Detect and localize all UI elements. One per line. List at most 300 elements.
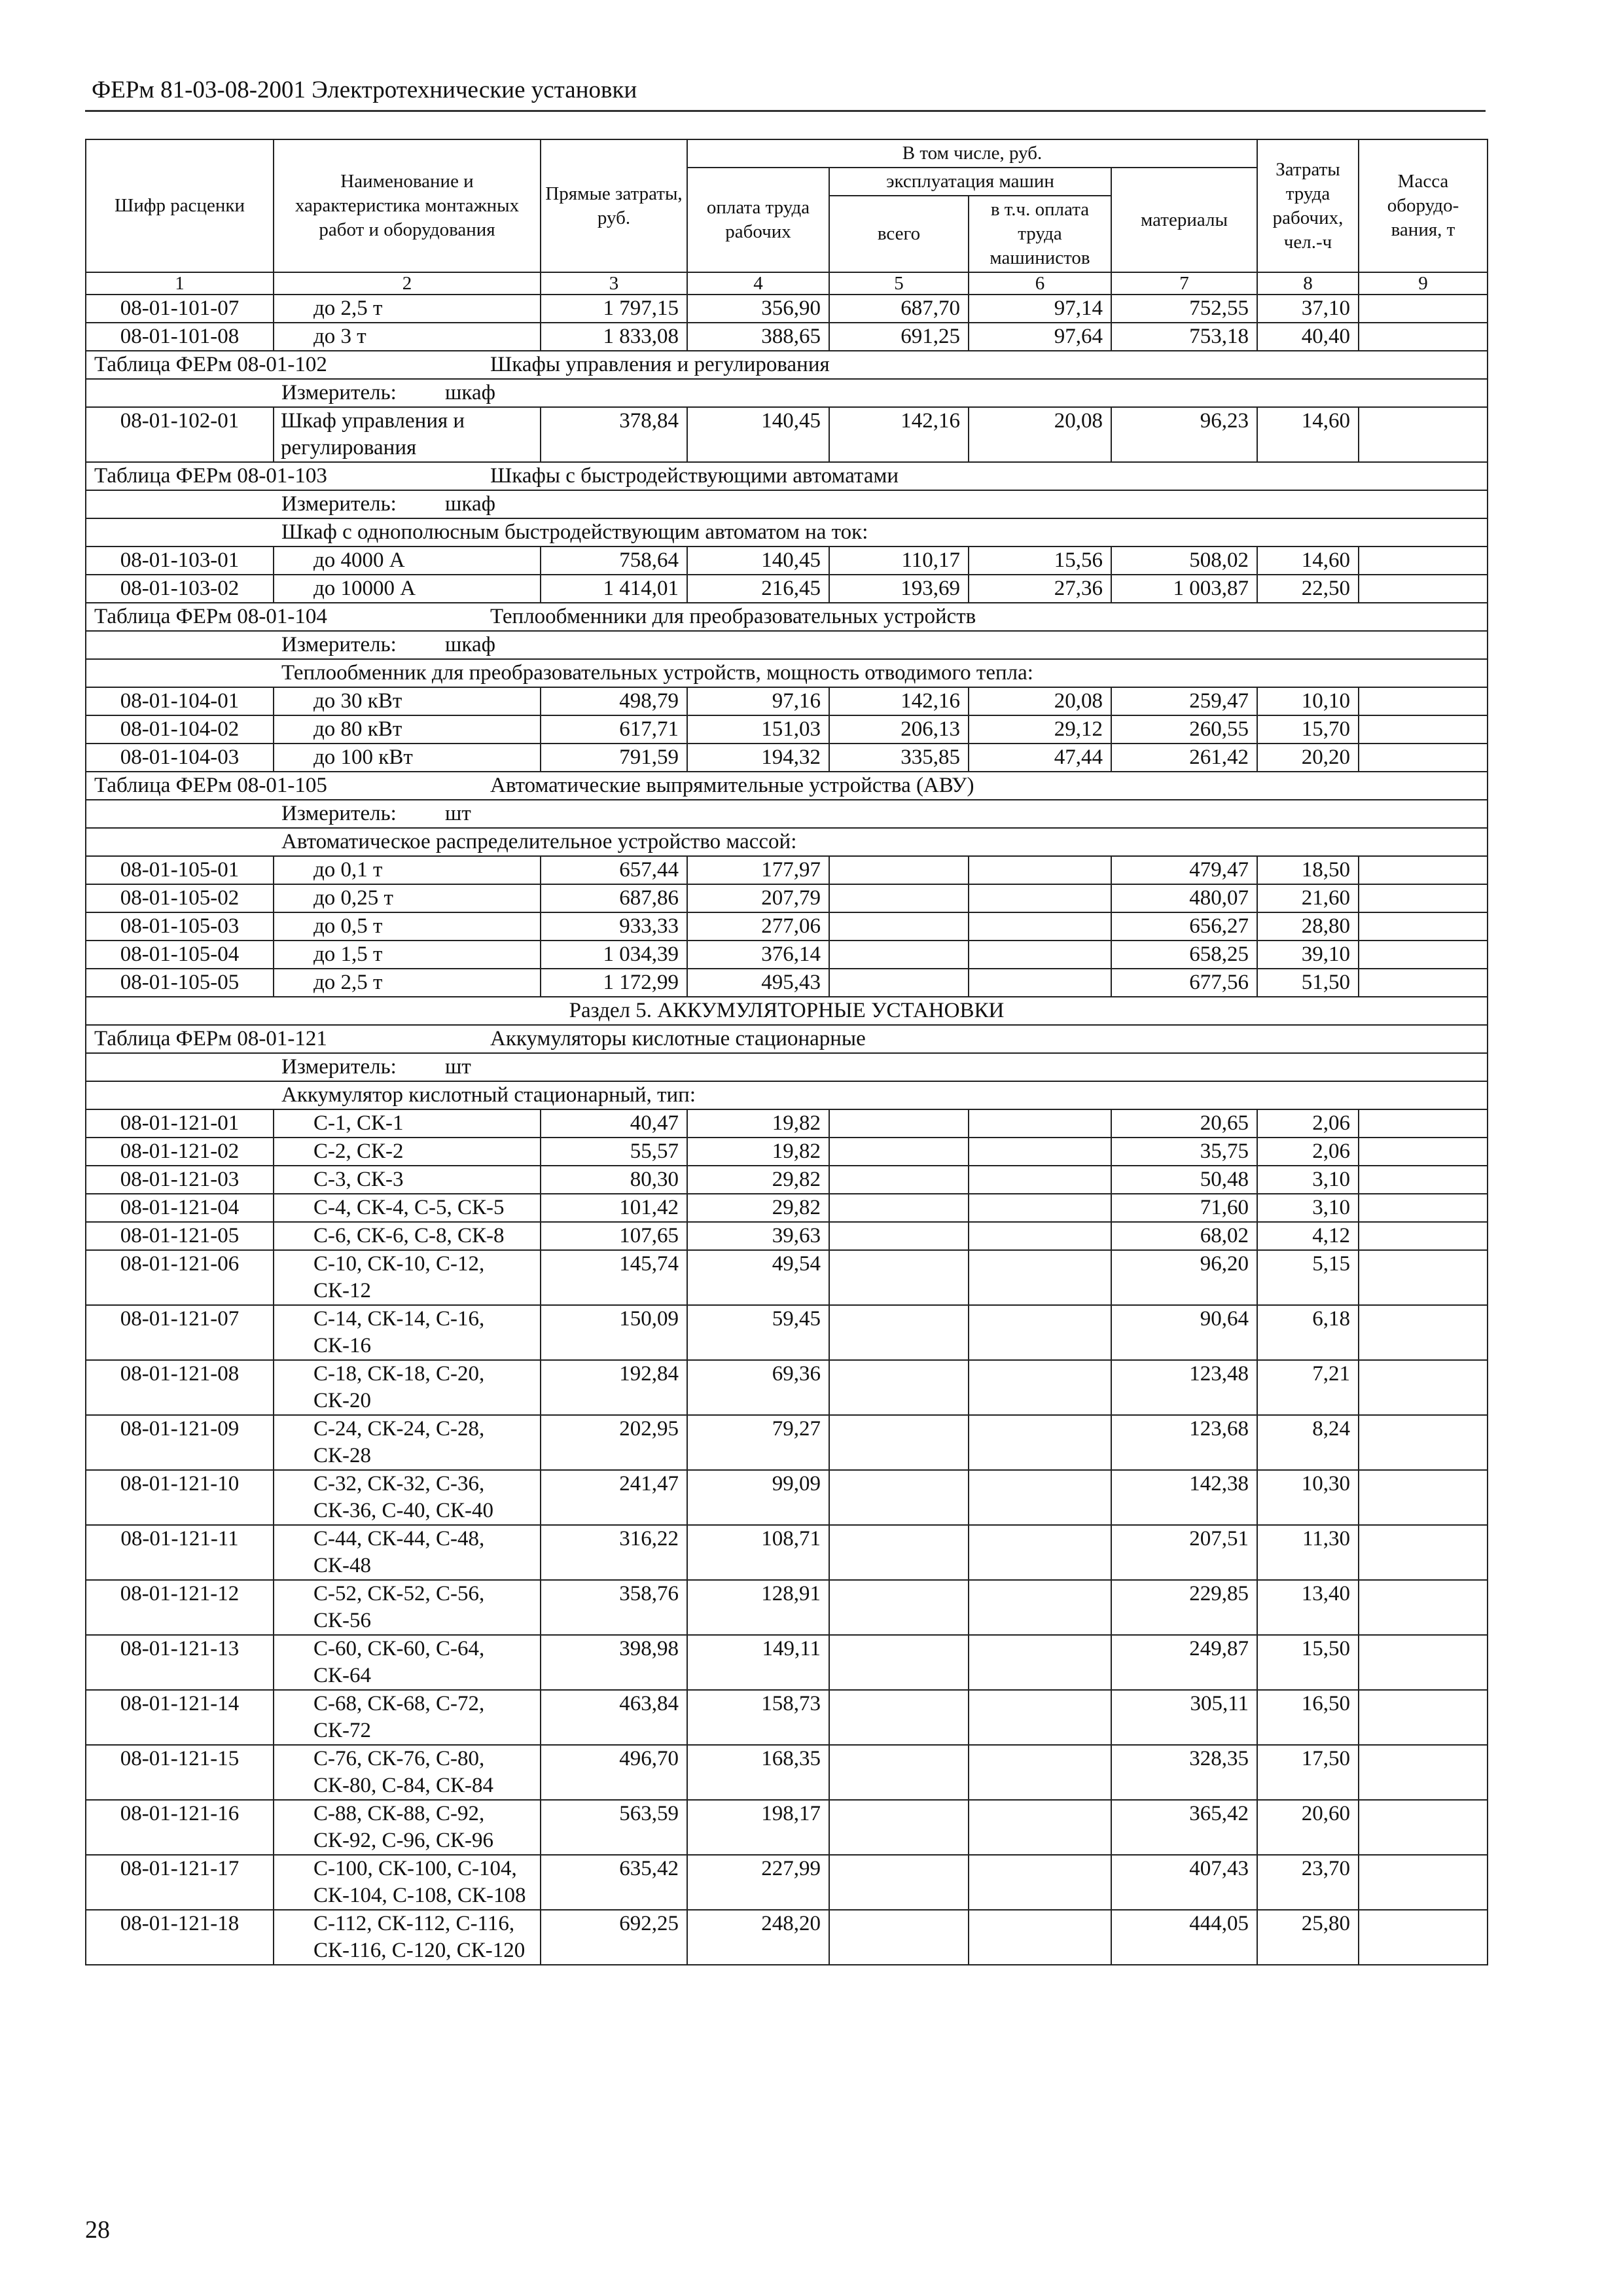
row-materials: 123,48 [1111, 1360, 1257, 1415]
row-labor: 18,50 [1257, 856, 1359, 884]
row-materials: 207,51 [1111, 1525, 1257, 1580]
table-row [86, 1800, 1488, 1855]
row-machines-total [829, 1580, 969, 1635]
row-materials: 658,25 [1111, 941, 1257, 969]
row-direct-costs: 1 172,99 [541, 969, 687, 997]
row-wages: 69,36 [687, 1360, 829, 1415]
row-materials: 68,02 [1111, 1222, 1257, 1250]
table-row [86, 407, 1488, 462]
table-row [86, 1415, 1488, 1470]
row-machinist-wages [969, 1250, 1111, 1305]
row-machinist-wages: 97,64 [969, 323, 1111, 351]
table-title [86, 462, 1488, 490]
table-caption: Шкафы управления и регулирования [490, 353, 830, 376]
row-mass [1359, 1855, 1488, 1910]
table-row [86, 969, 1488, 997]
measure-label: Измеритель: [281, 633, 397, 656]
row-mass [1359, 1194, 1488, 1222]
row-mass [1359, 1745, 1488, 1800]
header-wages: оплата труда рабочих [687, 168, 829, 272]
row-materials: 71,60 [1111, 1194, 1257, 1222]
row-materials: 365,42 [1111, 1800, 1257, 1855]
row-machinist-wages [969, 1525, 1111, 1580]
header-labor: Затраты труда рабочих, чел.-ч [1257, 139, 1359, 272]
measure-row [86, 379, 1488, 407]
row-labor: 3,10 [1257, 1194, 1359, 1222]
row-wages: 140,45 [687, 547, 829, 575]
subheading: Автоматическое распределительное устройство массой: [86, 828, 1488, 856]
row-direct-costs: 758,64 [541, 547, 687, 575]
row-labor: 16,50 [1257, 1690, 1359, 1745]
row-materials: 480,07 [1111, 884, 1257, 912]
row-code: 08-01-121-05 [86, 1222, 274, 1250]
row-mass [1359, 1415, 1488, 1470]
row-direct-costs: 563,59 [541, 1800, 687, 1855]
row-labor: 15,50 [1257, 1635, 1359, 1690]
row-labor: 25,80 [1257, 1910, 1359, 1965]
row-mass [1359, 884, 1488, 912]
row-machines-total [829, 1800, 969, 1855]
row-machines-total [829, 969, 969, 997]
header-direct-costs: Прямые затраты, руб. [541, 139, 687, 272]
row-mass [1359, 1250, 1488, 1305]
row-name: С-18, СК-18, С-20, СК-20 [274, 1360, 541, 1415]
row-wages: 227,99 [687, 1855, 829, 1910]
row-machinist-wages: 20,08 [969, 407, 1111, 462]
row-code: 08-01-121-04 [86, 1194, 274, 1222]
row-wages: 19,82 [687, 1138, 829, 1166]
measure-unit [86, 800, 1488, 828]
table-caption: Шкафы с быстродействующими автоматами [490, 464, 899, 488]
row-machinist-wages [969, 884, 1111, 912]
column-number: 2 [274, 272, 541, 295]
row-machines-total [829, 884, 969, 912]
row-direct-costs: 635,42 [541, 1855, 687, 1910]
row-machinist-wages [969, 1360, 1111, 1415]
table-row [86, 744, 1488, 772]
table-row [86, 856, 1488, 884]
row-direct-costs: 192,84 [541, 1360, 687, 1415]
row-mass [1359, 575, 1488, 603]
row-code: 08-01-121-14 [86, 1690, 274, 1745]
table-title-row [86, 351, 1488, 379]
row-labor: 14,60 [1257, 547, 1359, 575]
row-name: С-60, СК-60, С-64, СК-64 [274, 1635, 541, 1690]
row-wages: 151,03 [687, 715, 829, 744]
row-machines-total: 193,69 [829, 575, 969, 603]
row-direct-costs: 107,65 [541, 1222, 687, 1250]
row-machines-total: 110,17 [829, 547, 969, 575]
row-wages: 277,06 [687, 912, 829, 941]
row-materials: 249,87 [1111, 1635, 1257, 1690]
row-machinist-wages [969, 1222, 1111, 1250]
column-number: 9 [1359, 272, 1488, 295]
table-row [86, 575, 1488, 603]
row-mass [1359, 715, 1488, 744]
row-labor: 23,70 [1257, 1855, 1359, 1910]
table-title [86, 772, 1488, 800]
row-labor: 13,40 [1257, 1580, 1359, 1635]
column-numbers-row [86, 272, 1488, 295]
row-machinist-wages: 27,36 [969, 575, 1111, 603]
row-code: 08-01-121-02 [86, 1138, 274, 1166]
column-number: 3 [541, 272, 687, 295]
table-row [86, 1360, 1488, 1415]
row-labor: 2,06 [1257, 1109, 1359, 1138]
row-wages: 207,79 [687, 884, 829, 912]
subheading-row [86, 659, 1488, 687]
table-caption: Аккумуляторы кислотные стационарные [490, 1027, 866, 1050]
table-row [86, 1109, 1488, 1138]
table-row [86, 1635, 1488, 1690]
row-direct-costs: 40,47 [541, 1109, 687, 1138]
row-wages: 97,16 [687, 687, 829, 715]
row-labor: 20,60 [1257, 1800, 1359, 1855]
table-row [86, 1194, 1488, 1222]
row-mass [1359, 1109, 1488, 1138]
measure-label: Измеритель: [281, 1055, 397, 1079]
row-machinist-wages [969, 1305, 1111, 1360]
row-wages: 194,32 [687, 744, 829, 772]
row-machines-total: 142,16 [829, 687, 969, 715]
row-code: 08-01-104-03 [86, 744, 274, 772]
row-name: до 0,25 т [274, 884, 541, 912]
row-name: С-52, СК-52, С-56, СК-56 [274, 1580, 541, 1635]
table-row [86, 323, 1488, 351]
row-direct-costs: 1 833,08 [541, 323, 687, 351]
row-direct-costs: 791,59 [541, 744, 687, 772]
measure-label: Измеритель: [281, 492, 397, 516]
row-mass [1359, 856, 1488, 884]
row-materials: 328,35 [1111, 1745, 1257, 1800]
row-name: до 10000 А [274, 575, 541, 603]
row-materials: 479,47 [1111, 856, 1257, 884]
row-code: 08-01-105-02 [86, 884, 274, 912]
row-wages: 376,14 [687, 941, 829, 969]
row-labor: 17,50 [1257, 1745, 1359, 1800]
table-row [86, 941, 1488, 969]
row-wages: 140,45 [687, 407, 829, 462]
measure-unit [86, 1053, 1488, 1081]
row-machinist-wages: 20,08 [969, 687, 1111, 715]
row-code: 08-01-105-03 [86, 912, 274, 941]
row-mass [1359, 1800, 1488, 1855]
measure-value: шкаф [445, 492, 495, 516]
row-name: С-1, СК-1 [274, 1109, 541, 1138]
row-machines-total [829, 1166, 969, 1194]
row-code: 08-01-121-08 [86, 1360, 274, 1415]
row-code: 08-01-101-08 [86, 323, 274, 351]
row-name: до 30 кВт [274, 687, 541, 715]
section-title-row [86, 997, 1488, 1025]
row-machinist-wages [969, 1635, 1111, 1690]
row-labor: 4,12 [1257, 1222, 1359, 1250]
table-row [86, 1855, 1488, 1910]
subheading: Теплообменник для преобразовательных устройств, мощность отводимого тепла: [86, 659, 1488, 687]
row-direct-costs: 496,70 [541, 1745, 687, 1800]
row-wages: 495,43 [687, 969, 829, 997]
row-code: 08-01-121-03 [86, 1166, 274, 1194]
row-name: С-2, СК-2 [274, 1138, 541, 1166]
subheading-row [86, 1081, 1488, 1109]
row-name: до 2,5 т [274, 295, 541, 323]
table-code: Таблица ФЕРм 08-01-104 [94, 605, 327, 628]
row-name: до 80 кВт [274, 715, 541, 744]
row-labor: 21,60 [1257, 884, 1359, 912]
row-mass [1359, 969, 1488, 997]
column-number: 1 [86, 272, 274, 295]
row-code: 08-01-103-02 [86, 575, 274, 603]
table-title [86, 603, 1488, 631]
table-row [86, 547, 1488, 575]
row-materials: 123,68 [1111, 1415, 1257, 1470]
measure-row [86, 1053, 1488, 1081]
table-code: Таблица ФЕРм 08-01-102 [94, 353, 327, 376]
table-title-row [86, 462, 1488, 490]
measure-row [86, 800, 1488, 828]
row-code: 08-01-121-16 [86, 1800, 274, 1855]
row-machines-total [829, 856, 969, 884]
row-machines-total: 691,25 [829, 323, 969, 351]
column-number: 7 [1111, 272, 1257, 295]
row-machines-total [829, 1194, 969, 1222]
page-number: 28 [85, 2216, 110, 2244]
row-labor: 5,15 [1257, 1250, 1359, 1305]
row-name: С-68, СК-68, С-72, СК-72 [274, 1690, 541, 1745]
table-row [86, 1580, 1488, 1635]
table-row [86, 1910, 1488, 1965]
header-machines: эксплуатация машин [829, 168, 1111, 196]
subheading-row [86, 828, 1488, 856]
row-machinist-wages [969, 1194, 1111, 1222]
row-machines-total: 687,70 [829, 295, 969, 323]
table-row [86, 912, 1488, 941]
row-labor: 39,10 [1257, 941, 1359, 969]
row-wages: 388,65 [687, 323, 829, 351]
row-code: 08-01-121-10 [86, 1470, 274, 1525]
measure-value: шкаф [445, 381, 495, 404]
row-wages: 198,17 [687, 1800, 829, 1855]
row-wages: 99,09 [687, 1470, 829, 1525]
row-machinist-wages: 29,12 [969, 715, 1111, 744]
table-row [86, 1222, 1488, 1250]
row-labor: 40,40 [1257, 323, 1359, 351]
row-labor: 3,10 [1257, 1166, 1359, 1194]
row-name: до 1,5 т [274, 941, 541, 969]
row-name: до 4000 А [274, 547, 541, 575]
table-code: Таблица ФЕРм 08-01-121 [94, 1027, 327, 1050]
row-name: С-76, СК-76, С-80, СК-80, С-84, СК-84 [274, 1745, 541, 1800]
price-table [85, 139, 1488, 1965]
row-labor: 6,18 [1257, 1305, 1359, 1360]
row-machines-total [829, 1910, 969, 1965]
row-direct-costs: 241,47 [541, 1470, 687, 1525]
row-machines-total [829, 1305, 969, 1360]
table-row [86, 1138, 1488, 1166]
table-row [86, 884, 1488, 912]
row-direct-costs: 80,30 [541, 1166, 687, 1194]
row-machines-total [829, 1222, 969, 1250]
row-labor: 37,10 [1257, 295, 1359, 323]
row-labor: 11,30 [1257, 1525, 1359, 1580]
row-mass [1359, 687, 1488, 715]
row-labor: 2,06 [1257, 1138, 1359, 1166]
row-wages: 108,71 [687, 1525, 829, 1580]
table-row [86, 1745, 1488, 1800]
row-mass [1359, 1470, 1488, 1525]
row-materials: 142,38 [1111, 1470, 1257, 1525]
row-wages: 216,45 [687, 575, 829, 603]
row-wages: 29,82 [687, 1166, 829, 1194]
row-machinist-wages [969, 1745, 1111, 1800]
row-code: 08-01-121-06 [86, 1250, 274, 1305]
row-labor: 7,21 [1257, 1360, 1359, 1415]
row-wages: 128,91 [687, 1580, 829, 1635]
row-code: 08-01-121-13 [86, 1635, 274, 1690]
header-code: Шифр расценки [86, 139, 274, 272]
row-wages: 49,54 [687, 1250, 829, 1305]
row-machines-total [829, 1635, 969, 1690]
row-materials: 20,65 [1111, 1109, 1257, 1138]
row-code: 08-01-104-02 [86, 715, 274, 744]
row-direct-costs: 1 414,01 [541, 575, 687, 603]
row-direct-costs: 657,44 [541, 856, 687, 884]
row-machinist-wages [969, 1690, 1111, 1745]
row-machinist-wages: 97,14 [969, 295, 1111, 323]
row-materials: 229,85 [1111, 1580, 1257, 1635]
row-mass [1359, 1690, 1488, 1745]
column-number: 4 [687, 272, 829, 295]
row-machinist-wages [969, 856, 1111, 884]
row-direct-costs: 692,25 [541, 1910, 687, 1965]
row-code: 08-01-105-05 [86, 969, 274, 997]
header-mass: Масса оборудо-вания, т [1359, 139, 1488, 272]
row-mass [1359, 941, 1488, 969]
row-mass [1359, 1222, 1488, 1250]
row-machines-total [829, 1138, 969, 1166]
row-direct-costs: 1 797,15 [541, 295, 687, 323]
header-including: В том числе, руб. [687, 139, 1257, 168]
row-materials: 50,48 [1111, 1166, 1257, 1194]
row-wages: 177,97 [687, 856, 829, 884]
row-code: 08-01-105-04 [86, 941, 274, 969]
row-materials: 35,75 [1111, 1138, 1257, 1166]
row-machines-total [829, 1109, 969, 1138]
row-name: до 0,5 т [274, 912, 541, 941]
row-name: С-88, СК-88, С-92, СК-92, С-96, СК-96 [274, 1800, 541, 1855]
row-wages: 59,45 [687, 1305, 829, 1360]
row-mass [1359, 912, 1488, 941]
row-machinist-wages [969, 1470, 1111, 1525]
row-machinist-wages [969, 941, 1111, 969]
row-wages: 39,63 [687, 1222, 829, 1250]
table-row [86, 1166, 1488, 1194]
table-title-row [86, 603, 1488, 631]
table-title [86, 351, 1488, 379]
measure-value: шт [445, 1055, 471, 1079]
row-mass [1359, 1138, 1488, 1166]
measure-row [86, 490, 1488, 518]
row-wages: 356,90 [687, 295, 829, 323]
subheading-row [86, 518, 1488, 547]
header-machines-total: всего [829, 196, 969, 272]
row-code: 08-01-105-01 [86, 856, 274, 884]
row-wages: 149,11 [687, 1635, 829, 1690]
row-direct-costs: 933,33 [541, 912, 687, 941]
table-caption: Автоматические выпрямительные устройства (АВУ) [490, 774, 974, 797]
row-name: С-3, СК-3 [274, 1166, 541, 1194]
row-machines-total [829, 1360, 969, 1415]
row-materials: 752,55 [1111, 295, 1257, 323]
row-labor: 14,60 [1257, 407, 1359, 462]
row-code: 08-01-102-01 [86, 407, 274, 462]
row-direct-costs: 378,84 [541, 407, 687, 462]
row-mass [1359, 1635, 1488, 1690]
row-name: С-24, СК-24, С-28, СК-28 [274, 1415, 541, 1470]
row-wages: 158,73 [687, 1690, 829, 1745]
row-labor: 22,50 [1257, 575, 1359, 603]
row-direct-costs: 1 034,39 [541, 941, 687, 969]
table-title [86, 1025, 1488, 1053]
row-materials: 90,64 [1111, 1305, 1257, 1360]
row-machines-total [829, 1745, 969, 1800]
row-code: 08-01-121-09 [86, 1415, 274, 1470]
row-name: С-44, СК-44, С-48, СК-48 [274, 1525, 541, 1580]
row-materials: 305,11 [1111, 1690, 1257, 1745]
row-machinist-wages [969, 969, 1111, 997]
subheading: Шкаф с однополюсным быстродействующим автоматом на ток: [86, 518, 1488, 547]
row-mass [1359, 407, 1488, 462]
row-machinist-wages [969, 1855, 1111, 1910]
row-code: 08-01-121-17 [86, 1855, 274, 1910]
row-machinist-wages: 15,56 [969, 547, 1111, 575]
measure-label: Измеритель: [281, 381, 397, 404]
row-labor: 28,80 [1257, 912, 1359, 941]
row-materials: 508,02 [1111, 547, 1257, 575]
row-direct-costs: 398,98 [541, 1635, 687, 1690]
table-row [86, 687, 1488, 715]
column-number: 5 [829, 272, 969, 295]
row-name: С-112, СК-112, С-116, СК-116, С-120, СК-120 [274, 1910, 541, 1965]
row-labor: 20,20 [1257, 744, 1359, 772]
row-machines-total: 206,13 [829, 715, 969, 744]
row-name: С-6, СК-6, С-8, СК-8 [274, 1222, 541, 1250]
row-direct-costs: 55,57 [541, 1138, 687, 1166]
row-machinist-wages [969, 1138, 1111, 1166]
table-title-row [86, 1025, 1488, 1053]
row-code: 08-01-121-11 [86, 1525, 274, 1580]
row-name: Шкаф управления и регулирования [274, 407, 541, 462]
row-wages: 19,82 [687, 1109, 829, 1138]
measure-unit [86, 631, 1488, 659]
row-labor: 15,70 [1257, 715, 1359, 744]
row-direct-costs: 617,71 [541, 715, 687, 744]
row-machinist-wages [969, 1109, 1111, 1138]
table-caption: Теплообменники для преобразовательных устройств [490, 605, 976, 628]
header-name: Наименование и характеристика монтажных работ и оборудования [274, 139, 541, 272]
row-name: до 0,1 т [274, 856, 541, 884]
table-row [86, 1305, 1488, 1360]
row-machines-total [829, 941, 969, 969]
row-mass [1359, 1166, 1488, 1194]
subheading: Аккумулятор кислотный стационарный, тип: [86, 1081, 1488, 1109]
row-name: С-14, СК-14, С-16, СК-16 [274, 1305, 541, 1360]
row-mass [1359, 1360, 1488, 1415]
measure-unit [86, 490, 1488, 518]
row-mass [1359, 547, 1488, 575]
row-materials: 677,56 [1111, 969, 1257, 997]
row-name: до 2,5 т [274, 969, 541, 997]
